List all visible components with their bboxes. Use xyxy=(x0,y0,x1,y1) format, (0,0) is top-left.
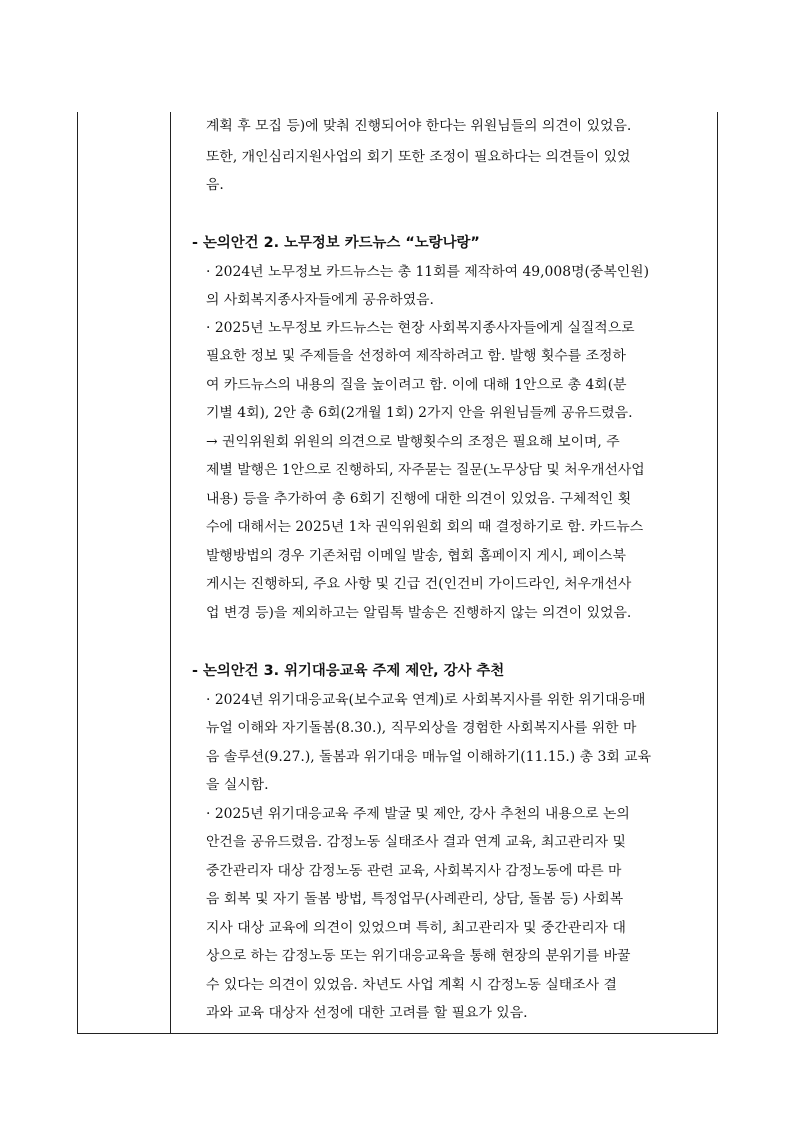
paragraph-line: 상으로 하는 감정노동 또는 위기대응교육을 통해 현장의 분위기를 바꿀 xyxy=(206,948,631,964)
paragraph-line: 기별 4회), 2안 총 6회(2개월 1회) 2가지 안을 위원님들께 공유드렸음. xyxy=(206,405,633,421)
section-heading-3: - 논의안건 3. 위기대응교육 주제 제안, 강사 추천 xyxy=(192,663,505,679)
paragraph-line: 뉴얼 이해와 자기돌봄(8.30.), 직무외상을 경험한 사회복지사를 위한 마 xyxy=(206,720,637,736)
paragraph-line: 을 실시함. xyxy=(206,777,269,793)
paragraph-line: 내용) 등을 추가하여 총 6회기 진행에 대한 의견이 있었음. 구체적인 횟 xyxy=(206,491,632,507)
paragraph-line: → 권익위원회 위원의 의견으로 발행횟수의 조정은 필요해 보이며, 주 xyxy=(206,434,620,450)
paragraph-line: 게시는 진행하되, 주요 사항 및 긴급 건(인건비 가이드라인, 처우개선사 xyxy=(206,576,632,592)
paragraph-line: 음. xyxy=(206,177,224,193)
paragraph-line: 여 카드뉴스의 내용의 질을 높이려고 함. 이에 대해 1안으로 총 4회(분 xyxy=(206,377,627,393)
paragraph-line: 음 솔루션(9.27.), 돌봄과 위기대응 매뉴얼 이해하기(11.15.) 총 3회 교육 xyxy=(206,749,651,765)
paragraph-line: 업 변경 등)을 제외하고는 알림톡 발송은 진행하지 않는 의견이 있었음. xyxy=(206,605,632,621)
paragraph-line: · 2024년 노무정보 카드뉴스는 총 11회를 제작하여 49,008명(중복인원) xyxy=(206,264,649,280)
paragraph-line: 음 회복 및 자기 돌봄 방법, 특정업무(사례관리, 상담, 돌봄 등) 사회복 xyxy=(206,891,624,907)
paragraph-line: 또한, 개인심리지원사업의 회기 또한 조정이 필요하다는 의견들이 있었 xyxy=(206,149,631,165)
paragraph-line: 계획 후 모집 등)에 맞춰 진행되어야 한다는 위원님들의 의견이 있었음. xyxy=(206,118,632,134)
paragraph-line: · 2024년 위기대응교육(보수교육 연계)로 사회복지사를 위한 위기대응매 xyxy=(206,692,646,708)
paragraph-line: 수에 대해서는 2025년 1차 권익위원회 회의 때 결정하기로 함. 카드뉴스 xyxy=(206,519,644,535)
section-heading-2: - 논의안건 2. 노무정보 카드뉴스 “노랑나랑” xyxy=(192,235,480,251)
paragraph-line: 제별 발행은 1안으로 진행하되, 자주묻는 질문(노무상담 및 처우개선사업 xyxy=(206,462,645,478)
paragraph-line: · 2025년 위기대응교육 주제 발굴 및 제안, 강사 추천의 내용으로 논의 xyxy=(206,806,630,822)
paragraph-line: 필요한 정보 및 주제들을 선정하여 제작하려고 함. 발행 횟수를 조정하 xyxy=(206,348,626,364)
paragraph-line: 의 사회복지종사자들에게 공유하였음. xyxy=(206,292,434,308)
paragraph-line: 안건을 공유드렸음. 감정노동 실태조사 결과 연계 교육, 최고관리자 및 xyxy=(206,834,626,850)
paragraph-line: 발행방법의 경우 기존처럼 이메일 발송, 협회 홈페이지 게시, 페이스북 xyxy=(206,548,626,564)
paragraph-line: 지사 대상 교육에 의견이 있었으며 특히, 최고관리자 및 중간관리자 대 xyxy=(206,920,626,936)
paragraph-line: · 2025년 노무정보 카드뉴스는 현장 사회복지종사자들에게 실질적으로 xyxy=(206,320,635,336)
paragraph-line: 수 있다는 의견이 있었음. 차년도 사업 계획 시 감정노동 실태조사 결 xyxy=(206,977,617,993)
paragraph-line: 과와 교육 대상자 선정에 대한 고려를 할 필요가 있음. xyxy=(206,1005,528,1021)
column-divider xyxy=(170,112,171,1033)
paragraph-line: 중간관리자 대상 감정노동 관련 교육, 사회복지사 감정노동에 따른 마 xyxy=(206,863,622,879)
